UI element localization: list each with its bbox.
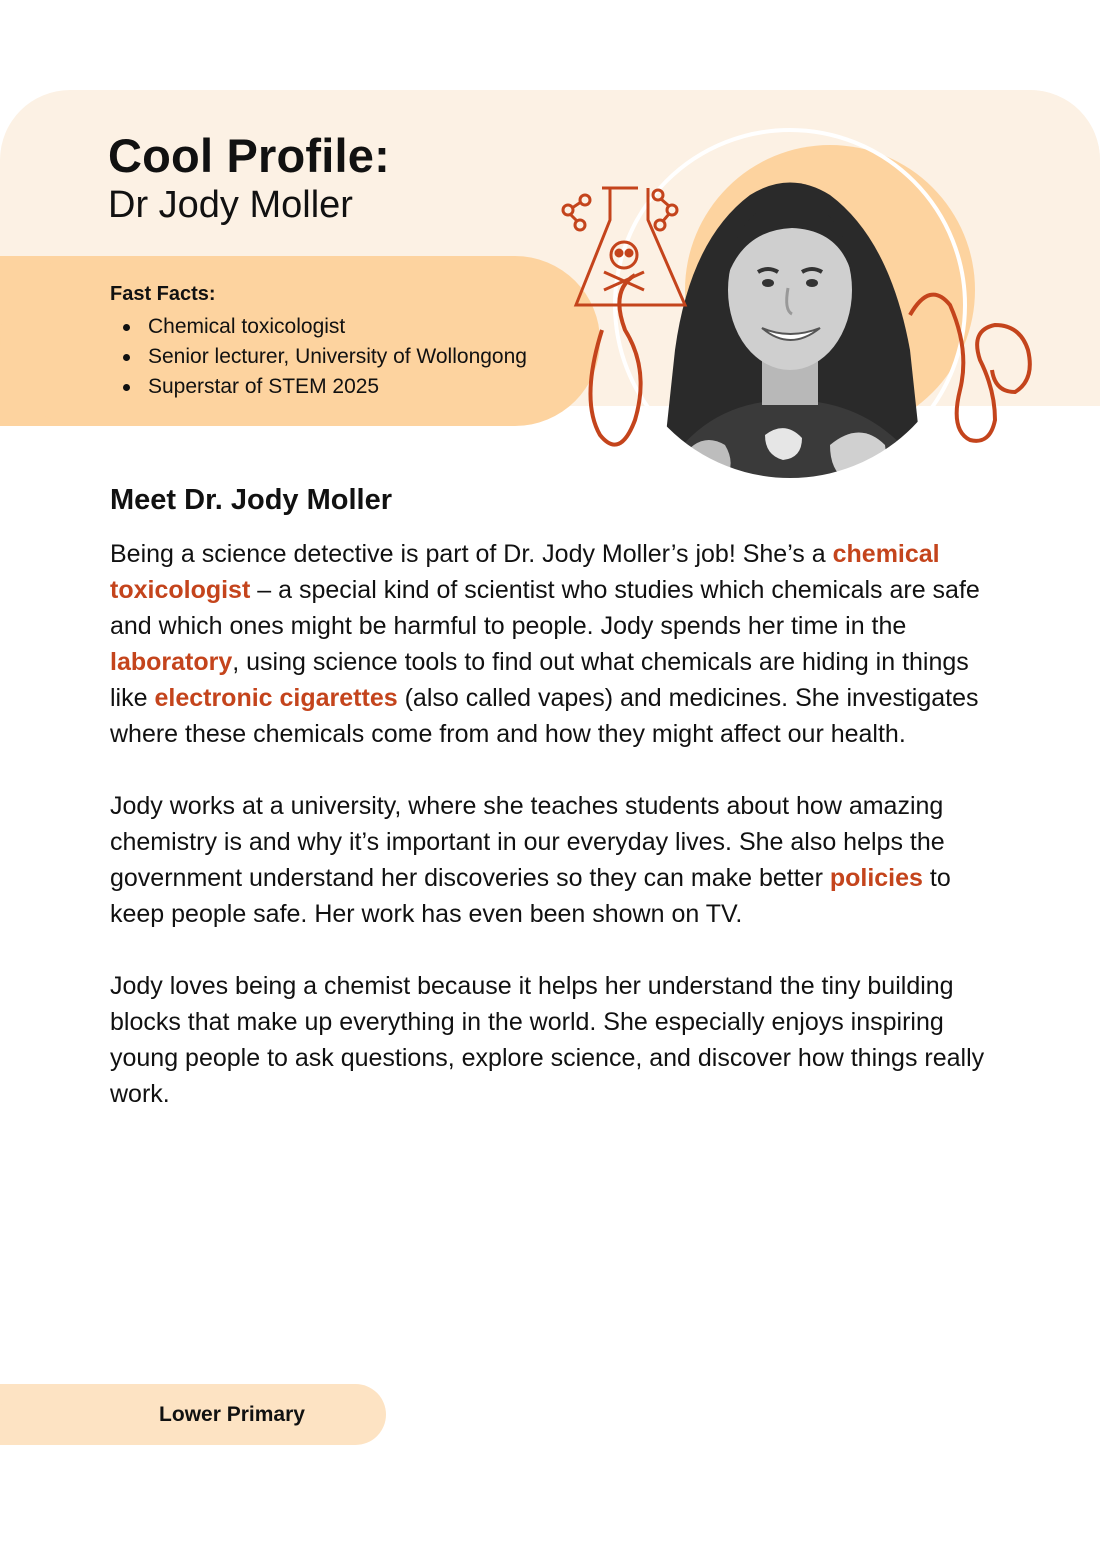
page-title: Cool Profile:	[108, 129, 390, 182]
text-run: (also called vapes) and medicines. She investigates where these chemicals come from and how they might affect our health.	[110, 684, 979, 748]
text-run: Being a science detective is part of Dr. Jody Moller’s job! She’s a	[110, 540, 833, 568]
fast-fact-item: Superstar of STEM 2025	[110, 372, 527, 402]
fast-facts-list	[110, 312, 527, 402]
fast-facts-title: Fast Facts:	[110, 283, 216, 305]
paragraph-3: Jody loves being a chemist because it helps her understand the tiny building blocks that make up everything in the world. She especially enjoys inspiring young people to ask questions, explore science, and discover how things really work.	[110, 972, 985, 1108]
article-heading: Meet Dr. Jody Moller	[110, 484, 393, 516]
highlight-term: laboratory	[110, 648, 233, 676]
highlight-term: policies	[829, 864, 923, 892]
text-run: – a special kind of scientist who studies which chemicals are safe and which ones might be harmful to people. Jody spends her time in the	[110, 576, 980, 640]
paragraph-2	[110, 788, 1000, 932]
text-run: Jody works at a university, where she teaches students about how amazing chemistry is and why it’s important in our everyday lives. She also helps the government understand her discoveries so they can make better	[110, 792, 945, 892]
article-body	[110, 536, 1000, 1148]
highlight-term: chemical toxicologist	[110, 540, 940, 604]
level-label: Lower Primary	[159, 1403, 305, 1426]
text-run: , using science tools to find out what chemicals are hiding in things like	[110, 648, 969, 712]
highlight-term: electronic cigarettes	[154, 684, 398, 712]
fast-fact-item: Chemical toxicologist	[110, 312, 527, 342]
text-run: to keep people safe. Her work has even been shown on TV.	[110, 864, 951, 928]
paragraph-1	[110, 536, 1000, 752]
page-subtitle: Dr Jody Moller	[108, 184, 353, 226]
fast-fact-item: Senior lecturer, University of Wollongong	[110, 342, 527, 372]
portrait-artwork	[540, 100, 1100, 500]
